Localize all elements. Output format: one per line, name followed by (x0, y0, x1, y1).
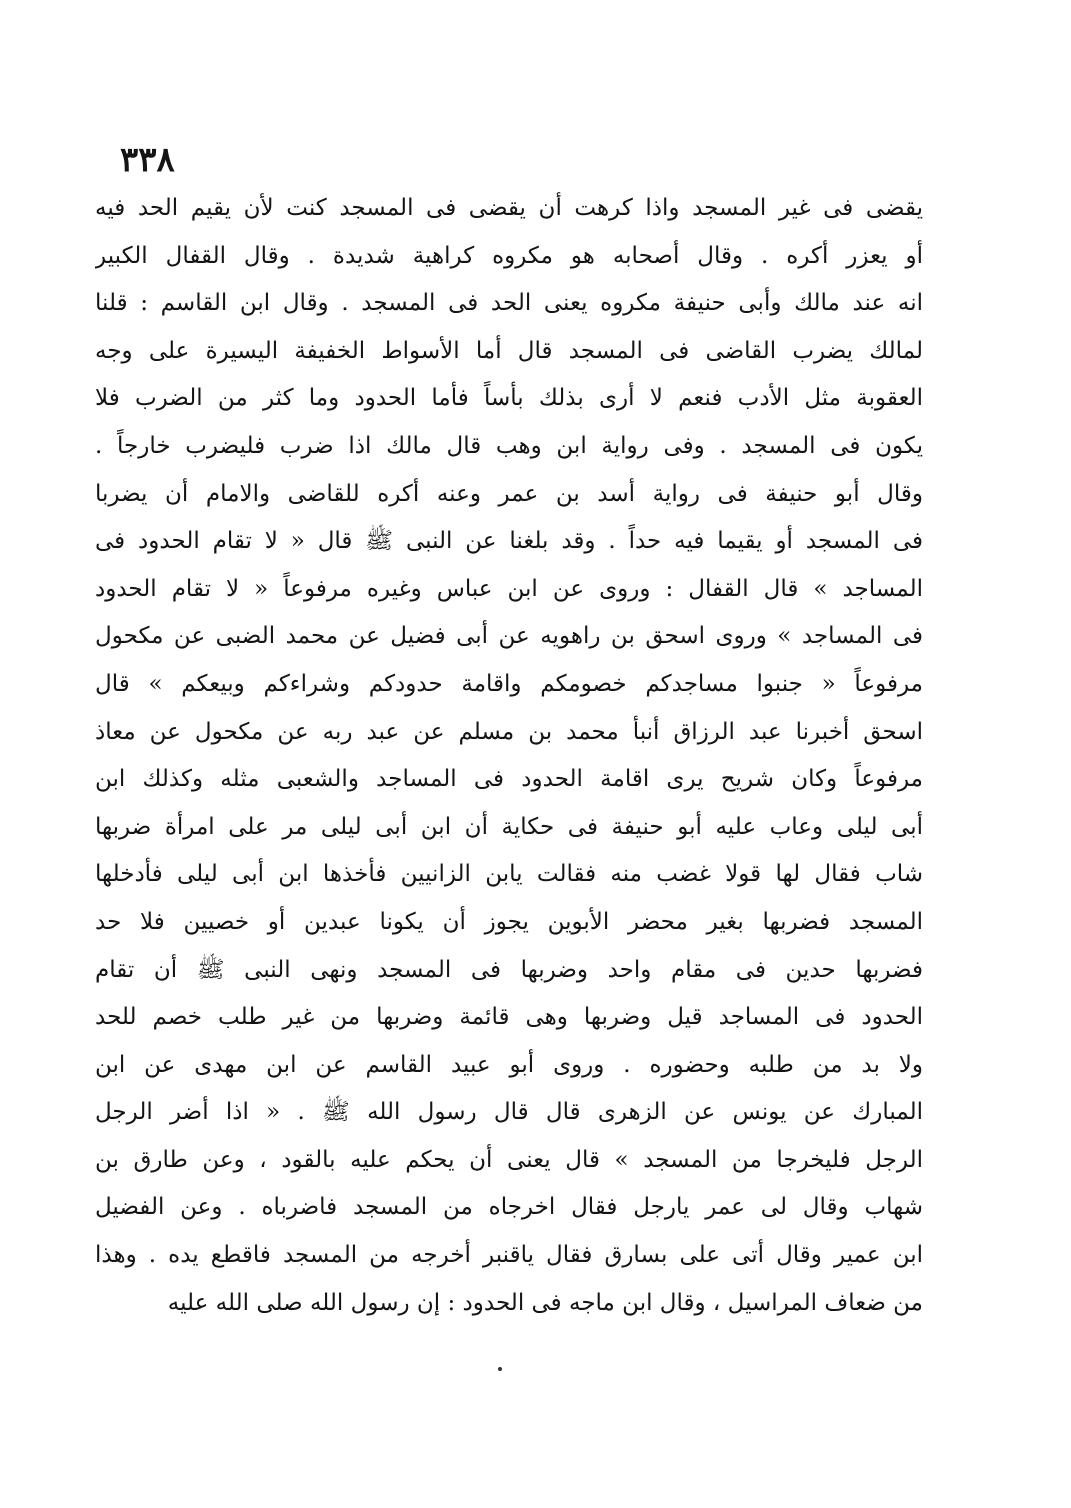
text-line: شاب فقال لها قولا غضب منه فقالت يابن الزانيين فأخذها ابن أبى ليلى فأدخلها (95, 861, 923, 888)
text-line: يكون فى المسجد . وفى رواية ابن وهب قال مالك اذا ضرب فليضرب خارجاً . (95, 432, 923, 459)
text-line: وقال أبو حنيفة فى رواية أسد بن عمر وعنه أكره للقاضى والامام أن يضربا (95, 480, 923, 507)
text-line: فى المساجد » وروى اسحق بن راهويه عن أبى فضيل عن محمد الضبى عن مكحول (95, 623, 923, 650)
page-number: ٣٣٨ (120, 140, 175, 180)
text-line: لمالك يضرب القاضى فى المسجد قال أما الأسواط الخفيفة اليسيرة على وجه (95, 337, 923, 364)
text-line: شهاب وقال لى عمر يارجل فقال اخرجاه من المسجد فاضرباه . وعن الفضيل (95, 1194, 923, 1221)
text-line: من ضعاف المراسيل ، وقال ابن ماجه فى الحدود : إن رسول الله صلى الله عليه (167, 1289, 923, 1316)
text-line: العقوبة مثل الأدب فنعم لا أرى بذلك بأساً فأما الحدود وما كثر من الضرب فلا (95, 385, 923, 412)
text-line: المبارك عن يونس عن الزهرى قال قال رسول الله ﷺ . « اذا أضر الرجل (95, 1099, 923, 1126)
text-line: المسجد فضربها بغير محضر الأبوين يجوز أن يكونا عبدين أو خصيين فلا حد (95, 908, 923, 935)
text-line: ولا بد من طلبه وحضوره . وروى أبو عبيد القاسم عن ابن مهدى عن ابن (95, 1051, 923, 1078)
text-line: أو يعزر أكره . وقال أصحابه هو مكروه كراهية شديدة . وقال القفال الكبير (95, 242, 923, 269)
print-speck (498, 1367, 502, 1371)
text-line: فى المسجد أو يقيما فيه حداً . وقد بلغنا عن النبى ﷺ قال « لا تقام الحدود فى (95, 528, 923, 555)
text-line: فضربها حدين فى مقام واحد وضربها فى المسجد ونهى النبى ﷺ أن تقام (95, 956, 923, 983)
body-text (95, 185, 923, 1327)
text-line: الحدود فى المساجد قيل وضربها وهى قائمة وضربها من غير طلب خصم للحد (95, 1004, 923, 1031)
text-line: مرفوعاً وكان شريح يرى اقامة الحدود فى المساجد والشعبى مثله وكذلك ابن (95, 766, 923, 793)
text-line: مرفوعاً « جنبوا مساجدكم خصومكم واقامة حدودكم وشراءكم وبيعكم » قال (95, 670, 923, 697)
text-line: أبى ليلى وعاب عليه أبو حنيفة فى حكاية أن ابن أبى ليلى مر على امرأة ضربها (95, 813, 923, 840)
text-line: اسحق أخبرنا عبد الرزاق أنبأ محمد بن مسلم عن عبد ربه عن مكحول عن معاذ (95, 718, 923, 745)
text-line: انه عند مالك وأبى حنيفة مكروه يعنى الحد فى المسجد . وقال ابن القاسم : قلنا (95, 290, 923, 317)
text-line: المساجد » قال القفال : وروى عن ابن عباس وغيره مرفوعاً « لا تقام الحدود (95, 575, 923, 602)
text-line: الرجل فليخرجا من المسجد » قال يعنى أن يحكم عليه بالقود ، وعن طارق بن (95, 1146, 923, 1173)
text-line: ابن عمير وقال أتى على بسارق فقال ياقنبر أخرجه من المسجد فاقطع يده . وهذا (95, 1242, 923, 1269)
text-line: يقضى فى غير المسجد واذا كرهت أن يقضى فى المسجد كنت لأن يقيم الحد فيه (95, 195, 923, 221)
